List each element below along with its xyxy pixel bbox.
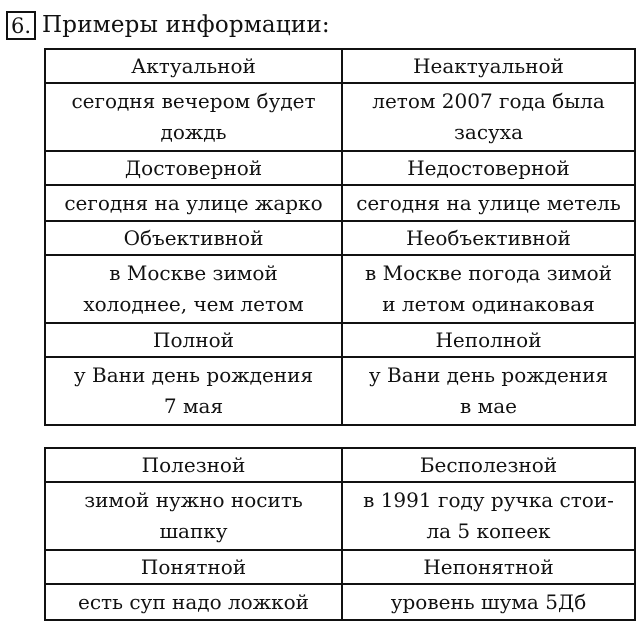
category-row — [45, 550, 635, 584]
example-cell: в Москве зимой холоднее, чем летом — [45, 255, 342, 323]
category-cell: Объективной — [45, 221, 342, 255]
example-cell: сегодня вечером будет дождь — [45, 83, 342, 151]
category-cell: Актуальной — [45, 49, 342, 83]
example-cell: сегодня на улице метель — [342, 185, 635, 221]
category-cell: Недостоверной — [342, 151, 635, 185]
example-row — [45, 255, 635, 323]
task-number: 6. — [6, 11, 36, 40]
category-cell: Достоверной — [45, 151, 342, 185]
category-cell: Полезной — [45, 448, 342, 482]
example-cell: в 1991 году ручка стои- ла 5 копеек — [342, 482, 635, 550]
category-cell: Неполной — [342, 323, 635, 357]
example-cell: зимой нужно носить шапку — [45, 482, 342, 550]
example-row — [45, 83, 635, 151]
example-row — [45, 584, 635, 620]
category-row — [45, 151, 635, 185]
example-cell: есть суп надо ложкой — [45, 584, 342, 620]
category-cell: Необъективной — [342, 221, 635, 255]
examples-table-1 — [44, 48, 636, 426]
example-cell: у Вани день рождения в мае — [342, 357, 635, 425]
category-row — [45, 49, 635, 83]
example-row — [45, 357, 635, 425]
category-cell: Неактуальной — [342, 49, 635, 83]
category-cell: Полной — [45, 323, 342, 357]
example-cell: уровень шума 5Дб — [342, 584, 635, 620]
category-row — [45, 323, 635, 357]
example-cell: летом 2007 года была засуха — [342, 83, 635, 151]
category-cell: Непонятной — [342, 550, 635, 584]
category-row — [45, 448, 635, 482]
category-cell: Бесполезной — [342, 448, 635, 482]
task-title: Примеры информации: — [42, 11, 330, 38]
task-heading — [6, 10, 330, 40]
example-cell: у Вани день рождения 7 мая — [45, 357, 342, 425]
category-cell: Понятной — [45, 550, 342, 584]
example-row — [45, 482, 635, 550]
examples-table-2 — [44, 447, 636, 621]
category-row — [45, 221, 635, 255]
example-cell: сегодня на улице жарко — [45, 185, 342, 221]
example-cell: в Москве погода зимой и летом одинаковая — [342, 255, 635, 323]
example-row — [45, 185, 635, 221]
